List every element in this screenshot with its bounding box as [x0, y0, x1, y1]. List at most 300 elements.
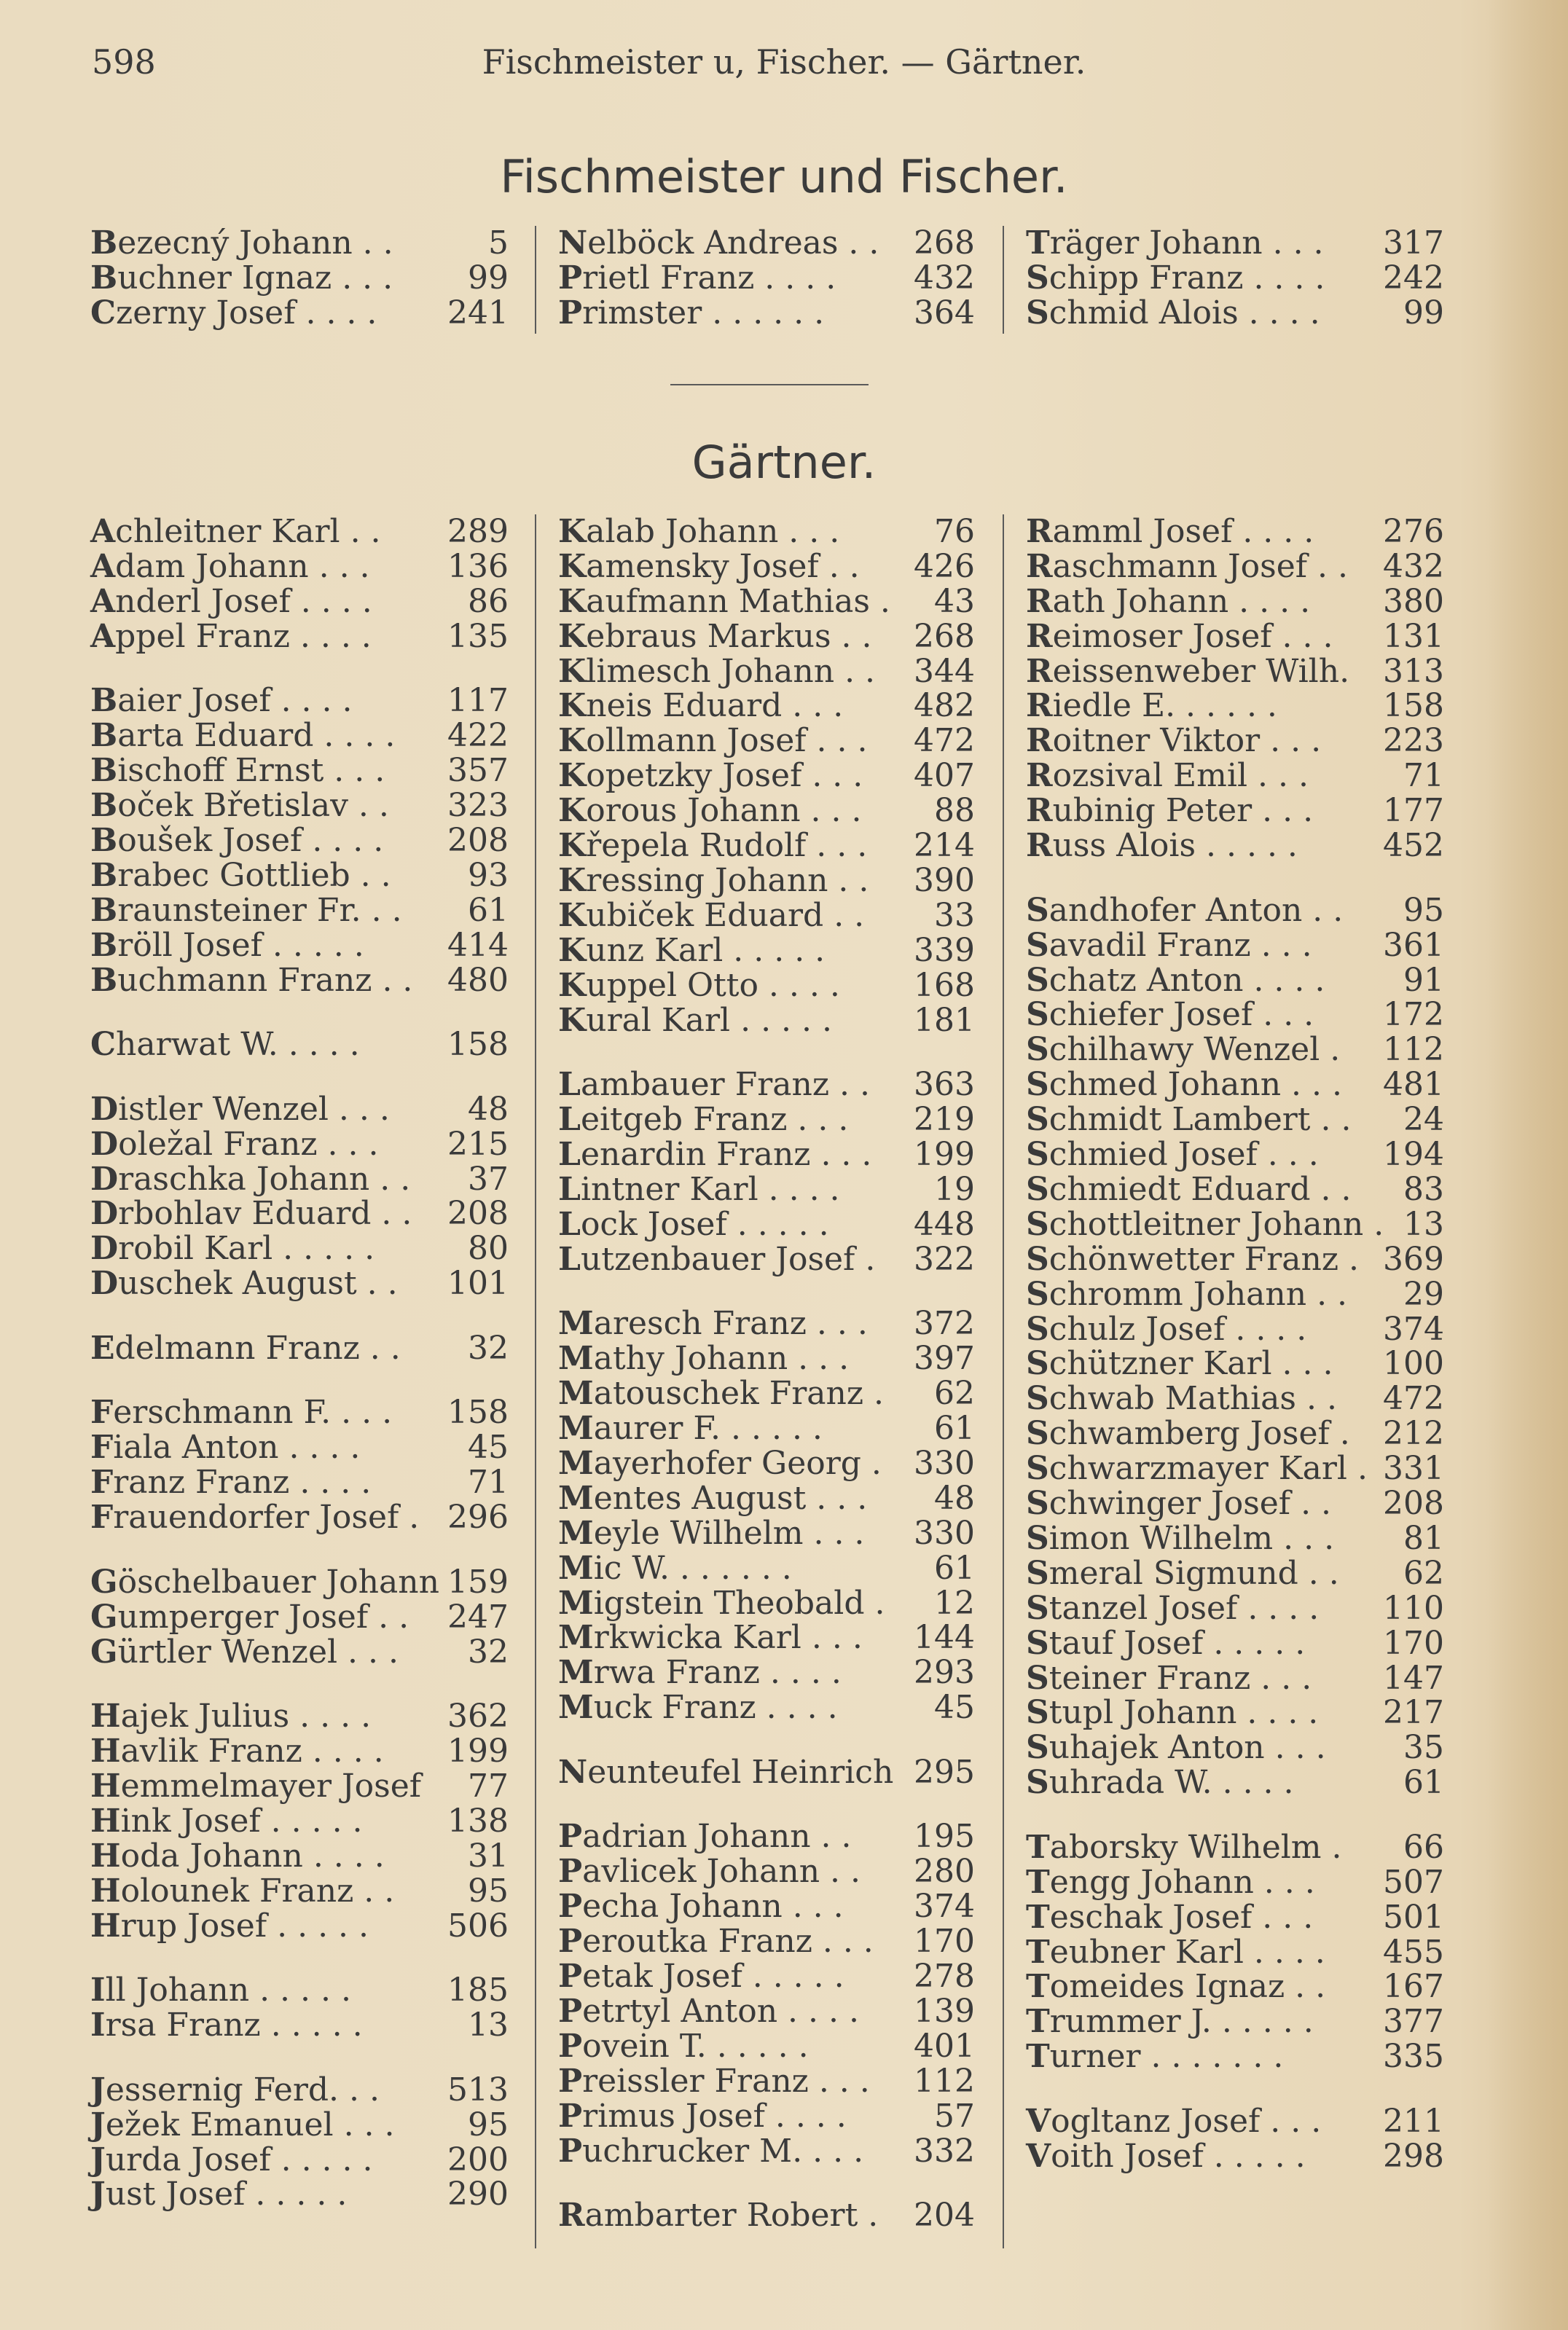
index-entry	[558, 1137, 975, 1172]
index-entry	[1026, 1830, 1444, 1865]
index-entry	[90, 928, 509, 963]
entry-name: Ferschmann F. . . .	[90, 1394, 393, 1431]
entry-name: Křepela Rudolf . . .	[558, 827, 868, 864]
entry-name: Schiefer Josef . . .	[1026, 996, 1314, 1033]
entry-name: Kressing Johann . .	[558, 862, 869, 899]
index-entry	[90, 1500, 509, 1535]
index-entry	[558, 1690, 975, 1725]
entry-name: Hoda Johann . . . .	[90, 1837, 385, 1875]
entry-page-number: 45	[468, 1429, 509, 1466]
index-entry	[90, 1231, 509, 1266]
index-entry	[558, 296, 975, 331]
entry-name: Lambauer Franz . .	[558, 1066, 870, 1103]
index-entry	[1026, 2039, 1444, 2074]
entry-page-number: 344	[914, 653, 975, 690]
entry-page-number: 208	[447, 822, 509, 859]
entry-page-number: 296	[447, 1499, 509, 1536]
index-entry	[1026, 928, 1444, 963]
index-entry	[1026, 1172, 1444, 1207]
page-number: 598	[92, 42, 156, 82]
entry-page-number: 62	[1403, 1555, 1444, 1592]
entry-name: Gumperger Josef . .	[90, 1599, 409, 1636]
entry-page-number: 24	[1403, 1101, 1444, 1138]
entry-page-number: 323	[447, 787, 509, 824]
entry-name: Rozsival Emil . . .	[1026, 757, 1309, 794]
entry-name: Frauendorfer Josef .	[90, 1499, 420, 1536]
entry-name: Hajek Julius . . . .	[90, 1698, 372, 1735]
entry-page-number: 32	[468, 1633, 509, 1671]
entry-page-number: 95	[468, 1872, 509, 1910]
entry-page-number: 204	[914, 2197, 975, 2234]
entry-page-number: 397	[914, 1340, 975, 1377]
entry-page-number: 100	[1383, 1345, 1444, 1382]
entry-page-number: 99	[468, 259, 509, 297]
page-edge-shadow	[1488, 0, 1568, 2330]
index-entry	[90, 1565, 509, 1600]
entry-page-number: 45	[934, 1689, 975, 1726]
entry-name: Schmidt Lambert . .	[1026, 1101, 1352, 1138]
entry-page-number: 501	[1383, 1899, 1444, 1936]
entry-name: Edelmann Franz . .	[90, 1330, 401, 1367]
entry-name: Schwinger Josef . .	[1026, 1485, 1332, 1522]
index-entry	[558, 654, 975, 689]
index-entry	[558, 1586, 975, 1621]
entry-page-number: 136	[447, 548, 509, 585]
index-entry	[558, 2099, 975, 2134]
entry-name: Schwamberg Josef .	[1026, 1415, 1350, 1452]
entry-page-number: 199	[914, 1136, 975, 1173]
index-entry	[558, 1172, 975, 1207]
entry-name: Ill Johann . . . . .	[90, 1972, 351, 2009]
entry-page-number: 159	[447, 1564, 509, 1601]
entry-name: Simon Wilhelm . . .	[1026, 1520, 1335, 1557]
entry-name: Suhrada W. . . . .	[1026, 1764, 1294, 1801]
entry-page-number: 147	[1383, 1660, 1444, 1697]
entry-page-number: 29	[1403, 1276, 1444, 1313]
entry-name: Steiner Franz . . .	[1026, 1660, 1312, 1697]
entry-page-number: 131	[1383, 618, 1444, 655]
entry-page-number: 363	[914, 1066, 975, 1103]
entry-name: Primus Josef . . . .	[558, 2098, 847, 2135]
entry-name: Kamensky Josef . .	[558, 548, 860, 585]
index-entry	[90, 963, 509, 998]
index-entry	[558, 1854, 975, 1889]
index-entry	[90, 549, 509, 584]
entry-page-number: 66	[1403, 1829, 1444, 1866]
entry-page-number: 71	[1403, 757, 1444, 794]
entry-name: Charwat W. . . . .	[90, 1026, 360, 1063]
entry-name: Kalab Johann . . .	[558, 513, 840, 550]
entry-name: Primster . . . . . .	[558, 294, 825, 332]
index-entry	[1026, 828, 1444, 863]
index-entry	[90, 226, 509, 261]
entry-name: Braunsteiner Fr. . .	[90, 892, 402, 929]
index-entry	[558, 2134, 975, 2169]
index-entry	[1026, 1381, 1444, 1416]
index-entry	[90, 683, 509, 718]
index-entry	[90, 1600, 509, 1635]
entry-page-number: 13	[1403, 1206, 1444, 1243]
entry-page-number: 313	[1383, 653, 1444, 690]
entry-page-number: 35	[1403, 1729, 1444, 1766]
entry-name: Mentes August . . .	[558, 1480, 868, 1517]
index-entry	[558, 261, 975, 296]
index-entry	[90, 823, 509, 858]
entry-name: Schönwetter Franz .	[1026, 1241, 1359, 1278]
entry-page-number: 480	[447, 962, 509, 999]
index-entry	[558, 1924, 975, 1959]
index-entry	[90, 584, 509, 619]
index-entry	[1026, 296, 1444, 331]
index-entry	[1026, 1207, 1444, 1242]
entry-name: Pavlicek Johann . .	[558, 1853, 861, 1890]
index-entry	[1026, 584, 1444, 619]
index-entry	[558, 723, 975, 758]
entry-name: Maurer F. . . . . .	[558, 1410, 823, 1447]
entry-page-number: 61	[934, 1550, 975, 1587]
entry-name: Schromm Johann . .	[1026, 1276, 1348, 1313]
entry-page-number: 290	[447, 2176, 509, 2213]
entry-name: Turner . . . . . . .	[1026, 2038, 1284, 2075]
entry-name: Nelböck Andreas . .	[558, 224, 879, 262]
entry-page-number: 448	[914, 1206, 975, 1243]
entry-name: Raschmann Josef . .	[1026, 548, 1348, 585]
entry-name: Hemmelmayer Josef	[90, 1768, 422, 1805]
column-rule	[535, 226, 536, 334]
entry-name: Puchrucker M. . . .	[558, 2133, 864, 2170]
entry-page-number: 181	[914, 1002, 975, 1039]
entry-page-number: 185	[447, 1972, 509, 2009]
index-entry	[90, 619, 509, 654]
entry-name: Drbohlav Eduard . .	[90, 1195, 412, 1232]
entry-name: Lock Josef . . . . .	[558, 1206, 829, 1243]
entry-name: Baier Josef . . . .	[90, 682, 353, 719]
entry-page-number: 407	[914, 757, 975, 794]
entry-name: Reimoser Josef . . .	[1026, 618, 1333, 655]
entry-name: Drobil Karl . . . . .	[90, 1230, 375, 1267]
entry-page-number: 268	[914, 224, 975, 262]
index-entry	[90, 1027, 509, 1062]
index-entry	[90, 1465, 509, 1500]
entry-page-number: 93	[468, 857, 509, 894]
entry-page-number: 414	[447, 927, 509, 964]
entry-page-number: 215	[447, 1126, 509, 1163]
index-entry	[558, 2198, 975, 2233]
index-entry	[1026, 1556, 1444, 1591]
entry-page-number: 61	[934, 1410, 975, 1447]
index-entry	[90, 1699, 509, 1734]
index-entry	[1026, 1730, 1444, 1765]
entry-page-number: 57	[934, 2098, 975, 2135]
entry-page-number: 158	[447, 1394, 509, 1431]
entry-page-number: 374	[914, 1888, 975, 1925]
index-entry	[558, 619, 975, 654]
entry-page-number: 506	[447, 1907, 509, 1945]
entry-page-number: 88	[934, 792, 975, 829]
entry-name: Kunz Karl . . . . .	[558, 932, 826, 969]
index-entry	[558, 933, 975, 968]
entry-page-number: 77	[468, 1768, 509, 1805]
entry-name: Taborsky Wilhelm .	[1026, 1829, 1342, 1866]
index-entry	[1026, 1346, 1444, 1381]
column-rule	[1003, 226, 1004, 334]
entry-page-number: 330	[914, 1515, 975, 1552]
index-entry	[558, 828, 975, 863]
index-entry	[1026, 2104, 1444, 2139]
entry-page-number: 212	[1383, 1415, 1444, 1452]
entry-page-number: 432	[1383, 548, 1444, 585]
entry-name: Just Josef . . . . .	[90, 2176, 348, 2213]
entry-page-number: 12	[934, 1585, 975, 1622]
entry-page-number: 481	[1383, 1066, 1444, 1103]
entry-name: Preissler Franz . . .	[558, 2063, 870, 2100]
index-entry	[90, 261, 509, 296]
index-entry	[1026, 654, 1444, 689]
entry-name: Barta Eduard . . . .	[90, 717, 396, 754]
index-entry	[90, 514, 509, 549]
index-entry	[558, 1376, 975, 1411]
index-entry	[558, 758, 975, 793]
entry-name: Matouschek Franz .	[558, 1375, 884, 1412]
index-entry	[1026, 1935, 1444, 1970]
entry-page-number: 110	[1383, 1590, 1444, 1627]
entry-name: Stauf Josef . . . . .	[1026, 1625, 1306, 1662]
entry-name: Kneis Eduard . . .	[558, 687, 844, 724]
index-entry	[90, 1092, 509, 1127]
entry-name: Ježek Emanuel . . .	[90, 2106, 395, 2143]
entry-page-number: 452	[1383, 827, 1444, 864]
index-entry	[558, 898, 975, 933]
entry-page-number: 242	[1383, 259, 1444, 297]
index-entry	[90, 1874, 509, 1909]
entry-page-number: 330	[914, 1445, 975, 1482]
index-entry	[1026, 2139, 1444, 2174]
index-entry	[558, 1551, 975, 1586]
entry-name: Stupl Johann . . . .	[1026, 1694, 1319, 1731]
entry-page-number: 168	[914, 967, 975, 1004]
entry-name: Boček Břetislav . .	[90, 787, 389, 824]
entry-page-number: 339	[914, 932, 975, 969]
entry-page-number: 361	[1383, 927, 1444, 964]
entry-page-number: 76	[934, 513, 975, 550]
index-entry	[1026, 1865, 1444, 1900]
entry-name: Mic W. . . . . . .	[558, 1550, 792, 1587]
entry-page-number: 214	[914, 827, 975, 864]
entry-name: Prietl Franz . . . .	[558, 259, 836, 297]
entry-page-number: 331	[1383, 1450, 1444, 1487]
index-entry	[90, 1395, 509, 1430]
entry-name: Czerny Josef . . . .	[90, 294, 377, 332]
section-title-gaertner: Gärtner.	[691, 436, 877, 489]
entry-page-number: 278	[914, 1958, 975, 1995]
index-entry	[558, 793, 975, 828]
index-entry	[1026, 514, 1444, 549]
entry-name: Träger Johann . . .	[1026, 224, 1324, 262]
entry-name: Rubinig Peter . . .	[1026, 792, 1314, 829]
entry-page-number: 513	[447, 2071, 509, 2109]
entry-name: Neunteufel Heinrich	[558, 1754, 894, 1791]
entry-page-number: 208	[1383, 1485, 1444, 1522]
entry-name: Havlik Franz . . . .	[90, 1733, 384, 1770]
entry-page-number: 33	[934, 897, 975, 934]
index-entry	[1026, 1969, 1444, 2004]
entry-name: Ramml Josef . . . .	[1026, 513, 1314, 550]
entry-name: Savadil Franz . . .	[1026, 927, 1312, 964]
entry-page-number: 61	[468, 892, 509, 929]
entry-page-number: 19	[934, 1171, 975, 1208]
entry-name: Distler Wenzel . . .	[90, 1091, 390, 1128]
entry-name: Draschka Johann . .	[90, 1161, 411, 1198]
index-entry	[90, 2177, 509, 2212]
entry-page-number: 332	[914, 2133, 975, 2170]
index-entry	[1026, 1591, 1444, 1626]
entry-name: Voith Josef . . . . .	[1026, 2138, 1306, 2175]
entry-name: Padrian Johann . .	[558, 1818, 852, 1855]
entry-page-number: 158	[1383, 687, 1444, 724]
entry-page-number: 276	[1383, 513, 1444, 550]
entry-name: Schipp Franz . . . .	[1026, 259, 1325, 297]
index-entry	[90, 1266, 509, 1301]
entry-name: Adam Johann . . .	[90, 548, 370, 585]
index-entry	[1026, 1277, 1444, 1312]
entry-page-number: 167	[1383, 1968, 1444, 2005]
entry-name: Stanzel Josef . . . .	[1026, 1590, 1320, 1627]
entry-page-number: 138	[447, 1803, 509, 1840]
entry-name: Russ Alois . . . . .	[1026, 827, 1298, 864]
entry-name: Sandhofer Anton . .	[1026, 892, 1344, 929]
entry-name: Rath Johann . . . .	[1026, 583, 1311, 620]
index-entry	[558, 689, 975, 723]
entry-name: Kubiček Eduard . .	[558, 897, 865, 934]
entry-page-number: 422	[447, 717, 509, 754]
entry-page-number: 80	[468, 1230, 509, 1267]
index-entry	[558, 514, 975, 549]
index-entry	[558, 1003, 975, 1038]
entry-page-number: 295	[914, 1754, 975, 1791]
entry-page-number: 432	[914, 259, 975, 297]
entry-page-number: 172	[1383, 996, 1444, 1033]
entry-page-number: 95	[1403, 892, 1444, 929]
running-title: Fischmeister u, Fischer. — Gärtner.	[482, 42, 1086, 82]
entry-page-number: 211	[1383, 2103, 1444, 2140]
index-entry	[558, 1411, 975, 1446]
entry-name: Achleitner Karl . .	[90, 513, 381, 550]
index-entry	[1026, 1765, 1444, 1800]
entry-name: Suhajek Anton . . .	[1026, 1729, 1326, 1766]
section-divider	[670, 384, 869, 385]
entry-name: Trummer J. . . . . .	[1026, 2003, 1314, 2040]
index-entry	[90, 1734, 509, 1769]
entry-page-number: 369	[1383, 1241, 1444, 1278]
index-entry	[558, 1620, 975, 1655]
entry-page-number: 426	[914, 548, 975, 585]
entry-name: Irsa Franz . . . . .	[90, 2007, 363, 2044]
index-entry	[558, 1516, 975, 1551]
entry-page-number: 139	[914, 1993, 975, 2030]
index-entry	[90, 718, 509, 753]
entry-name: Kural Karl . . . . .	[558, 1002, 832, 1039]
entry-name: Roitner Viktor . . .	[1026, 722, 1322, 759]
entry-page-number: 62	[934, 1375, 975, 1412]
entry-page-number: 61	[1403, 1764, 1444, 1801]
entry-name: Schulz Josef . . . .	[1026, 1311, 1307, 1348]
index-entry	[1026, 1486, 1444, 1521]
index-entry	[1026, 689, 1444, 723]
column-rule	[535, 514, 536, 2248]
entry-name: Buchner Ignaz . . .	[90, 259, 393, 297]
entry-page-number: 372	[914, 1305, 975, 1342]
entry-name: Migstein Theobald .	[558, 1585, 885, 1622]
index-entry	[90, 1162, 509, 1197]
index-entry	[1026, 1626, 1444, 1661]
entry-page-number: 43	[934, 583, 975, 620]
entry-page-number: 13	[468, 2007, 509, 2044]
index-entry	[90, 2143, 509, 2178]
index-entry	[558, 1306, 975, 1341]
index-entry	[90, 1127, 509, 1162]
entry-name: Vogltanz Josef . . .	[1026, 2103, 1322, 2140]
entry-page-number: 71	[468, 1464, 509, 1501]
index-entry	[1026, 1695, 1444, 1730]
entry-page-number: 472	[1383, 1380, 1444, 1417]
entry-page-number: 86	[468, 583, 509, 620]
entry-page-number: 48	[468, 1091, 509, 1128]
entry-page-number: 380	[1383, 583, 1444, 620]
entry-name: Göschelbauer Johann	[90, 1564, 439, 1601]
entry-page-number: 83	[1403, 1171, 1444, 1208]
entry-name: Holounek Franz . .	[90, 1872, 395, 1910]
entry-name: Appel Franz . . . .	[90, 618, 372, 655]
index-entry	[558, 226, 975, 261]
entry-name: Kollmann Josef . . .	[558, 722, 868, 759]
entry-page-number: 95	[468, 2106, 509, 2143]
entry-name: Reissenweber Wilh.	[1026, 653, 1350, 690]
entry-page-number: 31	[468, 1837, 509, 1875]
index-entry	[90, 1973, 509, 2008]
index-entry	[558, 968, 975, 1003]
entry-page-number: 200	[447, 2141, 509, 2178]
section-title-fischmeister: Fischmeister und Fischer.	[500, 150, 1068, 203]
entry-page-number: 199	[447, 1733, 509, 1770]
entry-name: Povein T. . . . . .	[558, 2028, 809, 2065]
index-entry	[558, 1102, 975, 1137]
entry-page-number: 293	[914, 1654, 975, 1691]
index-entry	[1026, 1451, 1444, 1486]
entry-page-number: 99	[1403, 294, 1444, 332]
entry-page-number: 223	[1383, 722, 1444, 759]
entry-page-number: 194	[1383, 1136, 1444, 1173]
entry-name: Bezecný Johann . .	[90, 224, 393, 262]
entry-page-number: 219	[914, 1101, 975, 1138]
index-entry	[1026, 1242, 1444, 1277]
entry-name: Bischoff Ernst . . .	[90, 752, 385, 789]
entry-name: Kuppel Otto . . . .	[558, 967, 840, 1004]
entry-name: Petak Josef . . . . .	[558, 1958, 844, 1995]
entry-page-number: 91	[1403, 962, 1444, 999]
index-entry	[558, 1994, 975, 2029]
entry-page-number: 195	[914, 1818, 975, 1855]
entry-name: Rambarter Robert .	[558, 2197, 879, 2234]
index-entry	[1026, 997, 1444, 1032]
index-entry	[1026, 723, 1444, 758]
index-entry	[558, 1481, 975, 1516]
entry-page-number: 357	[447, 752, 509, 789]
entry-name: Jessernig Ferd. . .	[90, 2071, 380, 2109]
index-entry	[1026, 1137, 1444, 1172]
entry-page-number: 364	[914, 294, 975, 332]
entry-name: Mrkwicka Karl . . .	[558, 1619, 863, 1656]
entry-name: Mayerhofer Georg .	[558, 1445, 882, 1482]
